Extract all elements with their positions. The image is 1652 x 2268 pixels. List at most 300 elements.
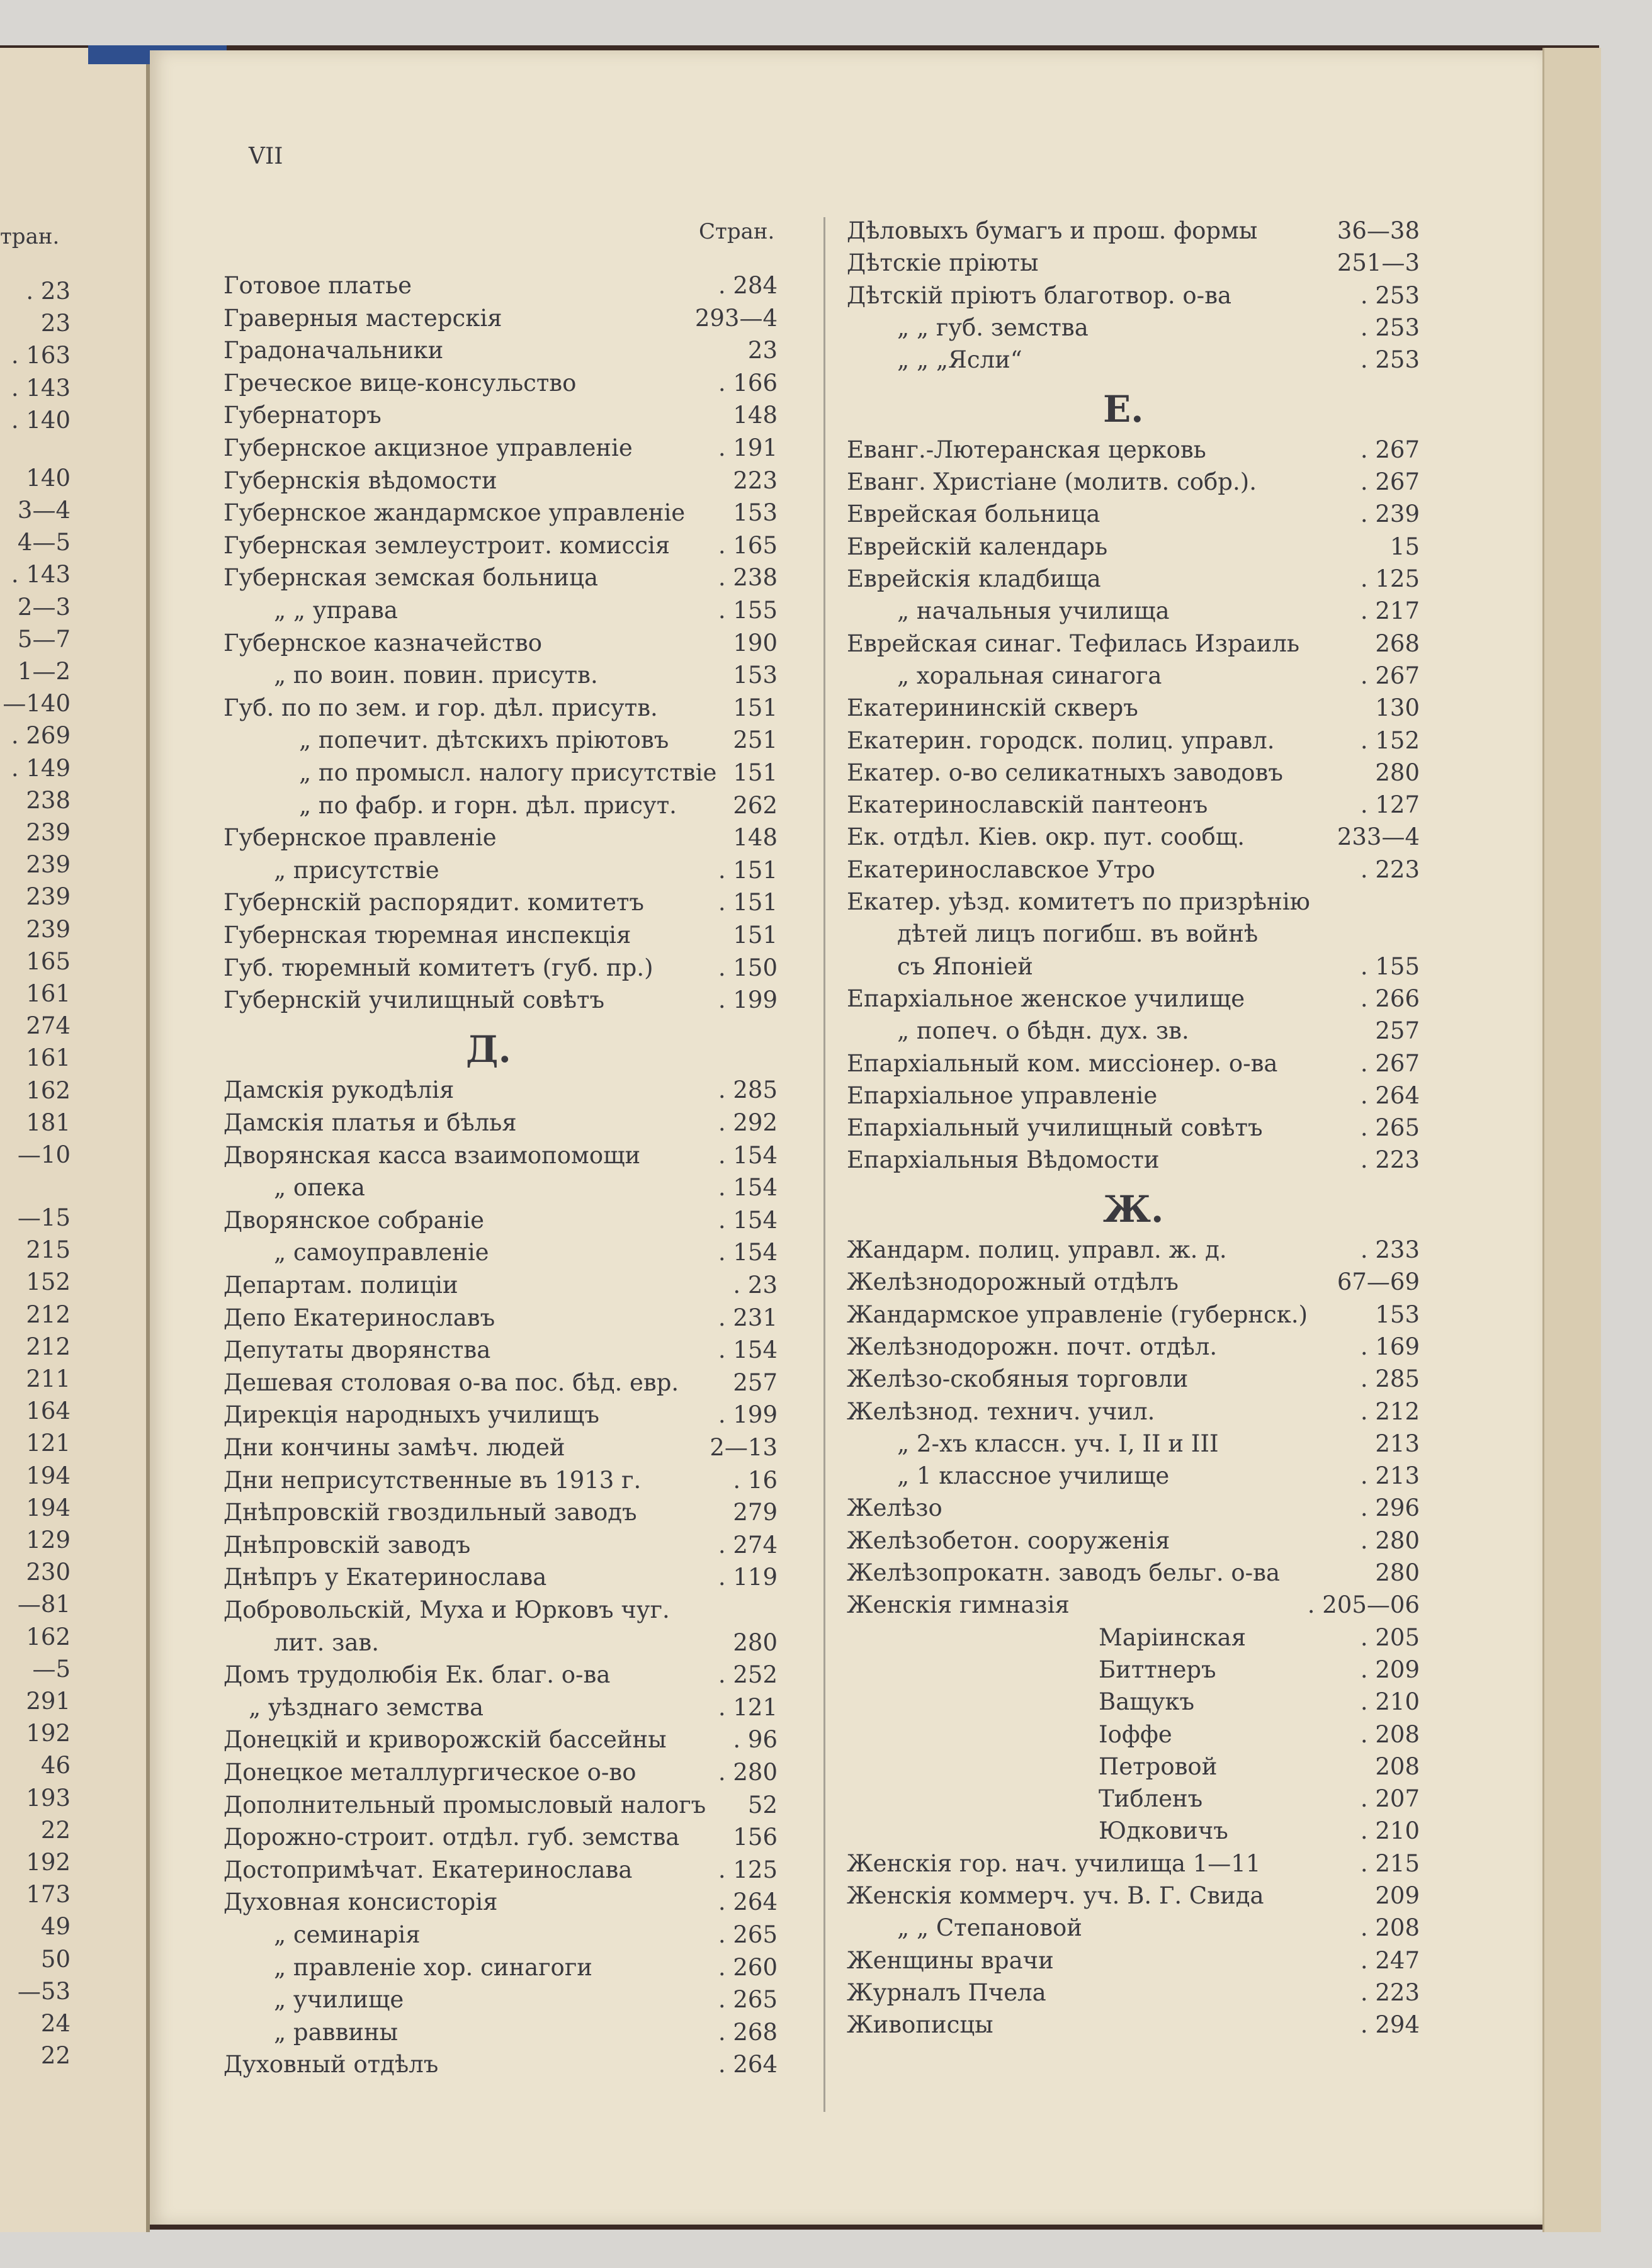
entry-page: . 267 [1360,468,1420,496]
entry-title: Женскія гимназія [847,1591,1070,1619]
entry-title: Журналъ Пчела [847,1978,1046,2006]
index-entry [223,824,778,855]
entry-title: „ попечит. дѣтскихъ пріютовъ [299,726,669,754]
left-page-number: 215 [26,1236,71,1264]
entry-title: Петровой [1099,1752,1218,1780]
entry-page: . 199 [718,986,778,1014]
entry-page: . 231 [718,1304,778,1331]
index-entry [223,305,778,336]
left-page-number: 212 [26,1300,71,1328]
entry-page: . 155 [1360,952,1420,980]
entry-page: . 154 [718,1141,778,1169]
index-entry [223,370,778,401]
left-page-number: 1—2 [17,658,71,685]
index-entry [847,533,1420,565]
index-entry [223,1532,778,1563]
entry-page: . 215 [1360,1849,1420,1877]
entry-page: 156 [733,1824,778,1851]
entry-page: . 266 [1360,984,1420,1012]
entry-page: . 260 [718,1953,778,1981]
left-page-number: —81 [17,1591,71,1618]
index-entry [223,1076,778,1108]
entry-page: . 169 [1360,1333,1420,1360]
index-entry [223,434,778,466]
entry-page: . 154 [718,1206,778,1234]
index-entry [223,1986,778,2017]
section-letter: Д. [466,1027,511,1071]
entry-title: Женщины врачи [847,1946,1054,1974]
entry-title: Желѣзнодорожн. почт. отдѣл. [847,1333,1218,1360]
left-page-number: 161 [26,1044,71,1072]
entry-page: . 265 [718,1986,778,2014]
entry-page: . 233 [1360,1236,1420,1263]
index-entry [847,1624,1420,1656]
left-page-number: —140 [3,690,71,718]
entry-title: Дирекція народныхъ училищъ [223,1401,599,1429]
entry-title: Губ. по по зем. и гор. дѣл. присутв. [223,694,658,721]
index-entry [223,1596,778,1628]
index-entry [223,1369,778,1401]
entry-title: „ правленіе хор. синагоги [274,1953,592,1981]
entry-title: Тибленъ [1099,1785,1203,1813]
index-entry [847,1850,1420,1882]
left-page-number: —10 [17,1141,71,1168]
entry-page: . 16 [733,1466,778,1494]
entry-title: Дополнительный промысловый налогъ [223,1791,706,1819]
index-entry [847,920,1420,952]
page-number: VII [249,144,283,169]
index-entry [223,1207,778,1238]
entry-page: 280 [733,1628,778,1656]
entry-page: . 165 [718,531,778,559]
index-entry [223,1336,778,1368]
entry-title: Дѣтскіе пріюты [847,249,1039,277]
index-entry [847,1146,1420,1178]
index-entry [847,1050,1420,1081]
index-entry [223,792,778,823]
entry-title: Женскія коммерч. уч. В. Г. Свида [847,1882,1264,1909]
entry-title: Дешевая столовая о-ва пос. бѣд. евр. [223,1368,679,1396]
entry-title: съ Японіей [897,952,1033,980]
entry-title: Желѣзнодорожный отдѣлъ [847,1268,1179,1296]
entry-page: . 285 [1360,1365,1420,1393]
entry-page: 257 [733,1368,778,1396]
entry-page: 251 [733,726,778,754]
entry-title: „ по промысл. налогу присутствіе [299,759,717,786]
entry-title: Ващукъ [1099,1688,1195,1716]
left-page-number: 46 [40,1752,71,1780]
entry-page: 2—13 [710,1434,778,1461]
index-entry [223,272,778,303]
entry-title: Днѣпровскій заводъ [223,1531,471,1559]
entry-page: 209 [1375,1882,1420,1909]
left-page-number: 194 [26,1462,71,1489]
entry-title: „ уѣзднаго земства [249,1693,484,1721]
entry-page: 15 [1389,533,1420,560]
entry-page: . 151 [718,889,778,917]
entry-title: Желѣзобетон. сооруженія [847,1526,1170,1554]
index-entry [847,985,1420,1017]
index-entry [223,499,778,531]
left-page-number: —53 [17,1977,71,2005]
left-page-number: 161 [26,980,71,1007]
entry-page: . 280 [1360,1526,1420,1554]
entry-page: . 268 [718,2018,778,2046]
entry-title: Юдковичъ [1099,1817,1228,1845]
entry-title: Дни неприсутственные въ 1913 г. [223,1466,642,1494]
entry-title: Губернское правленіе [223,824,497,852]
left-page-number: . 143 [11,374,71,402]
index-entry [847,217,1420,249]
index-entry [847,1236,1420,1268]
entry-title: Екатерининскій скверъ [847,694,1138,722]
entry-page: . 210 [1360,1688,1420,1716]
entry-title: Дни кончины замѣч. людей [223,1434,565,1461]
index-entry [847,1947,1420,1978]
index-entry [223,337,778,368]
entry-page: . 253 [1360,313,1420,341]
entry-title: „ семинарія [274,1921,421,1948]
index-entry [847,282,1420,313]
entry-page: . 208 [1360,1914,1420,1942]
index-entry [223,1791,778,1823]
left-page-number: 152 [26,1268,71,1296]
entry-title: „ самоуправленіе [274,1239,489,1267]
left-page-number: 212 [26,1333,71,1360]
entry-title: Екатеринославскій пантеонъ [847,791,1208,819]
entry-title: Епархіальное управленіе [847,1081,1158,1109]
entry-title: „ „ управа [274,597,398,624]
entry-page: 23 [747,337,778,364]
index-entry [847,314,1420,346]
left-page-number: 2—3 [17,593,71,621]
entry-page: . 267 [1360,436,1420,463]
entry-page: 279 [733,1499,778,1526]
entry-title: „ „ губ. земства [897,313,1089,341]
index-entry [223,1759,778,1790]
entry-page: 257 [1375,1017,1420,1045]
entry-page: . 223 [1360,1146,1420,1174]
entry-title: Депо Екатеринославъ [223,1304,495,1331]
entry-page: 233—4 [1337,823,1420,851]
entry-title: Губернаторъ [223,402,382,429]
index-entry [847,597,1420,629]
column-divider [823,217,825,2112]
entry-title: Еврейская синаг. Тефилась Израиль [847,629,1299,657]
entry-title: Желѣзо-скобяныя торговли [847,1365,1189,1393]
index-entry [847,662,1420,694]
entry-page: . 210 [1360,1817,1420,1845]
left-page-number: 238 [26,786,71,814]
index-entry [847,1017,1420,1049]
entry-page: 148 [733,824,778,852]
left-page-number: 181 [26,1109,71,1136]
entry-title: Духовная консисторія [223,1888,498,1916]
entry-title: „ по воин. повин. присутв. [274,662,598,689]
entry-page: 262 [733,791,778,819]
entry-page: . 294 [1360,2011,1420,2039]
entry-title: Желѣзо [847,1494,942,1522]
entry-page: 190 [733,629,778,657]
entry-title: дѣтей лицъ погибш. въ войнѣ [897,920,1259,948]
entry-title: „ 2-хъ классн. уч. I, II и III [897,1430,1219,1457]
entry-page: 268 [1375,629,1420,657]
left-page-number: 5—7 [17,625,71,653]
entry-page: 251—3 [1337,249,1420,277]
left-page-header: тран. [0,224,60,249]
entry-title: Епархіальное женское училище [847,984,1245,1012]
index-entry [847,1398,1420,1430]
entry-page: . 265 [1360,1114,1420,1142]
index-entry [223,662,778,693]
left-page-number: 239 [26,883,71,911]
entry-title: Екатерин. городск. полиц. управл. [847,726,1275,754]
left-page-number: 3—4 [17,497,71,524]
index-entry [847,1527,1420,1559]
index-entry [847,791,1420,823]
index-entry [847,888,1420,920]
entry-page: . 152 [1360,726,1420,754]
entry-title: Граверныя мастерскія [223,304,502,332]
entry-page: 213 [1375,1430,1420,1457]
entry-title: „ училище [274,1986,404,2014]
index-entry [847,1559,1420,1591]
entry-title: Губернское акцизное управленіе [223,434,633,461]
entry-title: Донецкій и криворожскій бассейны [223,1726,667,1754]
index-entry [847,1268,1420,1300]
index-entry [223,1174,778,1205]
index-entry [847,468,1420,500]
left-page-number: 24 [40,2010,71,2037]
index-entry [223,1304,778,1336]
entry-page: 153 [733,499,778,527]
column-header: Стран. [699,219,775,244]
index-entry [847,1333,1420,1365]
entry-page: . 213 [1360,1462,1420,1490]
left-page-number: 173 [26,1881,71,1909]
left-page-number: 22 [40,2042,71,2070]
entry-title: Женскія гор. нач. училища 1—11 [847,1849,1261,1877]
index-entry [847,1721,1420,1752]
left-page-number: 239 [26,915,71,943]
entry-page: . 296 [1360,1494,1420,1522]
entry-title: Ек. отдѣл. Кіев. окр. пут. сообщ. [847,823,1245,851]
entry-page: . 264 [1360,1081,1420,1109]
left-page-number: 23 [40,310,71,337]
entry-title: Еврейская больница [847,500,1100,528]
right-page-edge [1542,48,1601,2232]
left-page-number: —15 [17,1204,71,1231]
entry-page: . 274 [718,1531,778,1559]
left-page-number: 129 [26,1526,71,1554]
section-letter: Е. [1103,387,1144,431]
index-entry [847,1082,1420,1114]
entry-page: . 127 [1360,791,1420,819]
index-entry [847,1753,1420,1785]
index-entry [223,629,778,661]
index-entry [847,953,1420,984]
left-page-number: 4—5 [17,529,71,556]
index-entry [847,1591,1420,1623]
index-entry [223,1856,778,1888]
left-page-number: 162 [26,1076,71,1104]
entry-page: 223 [733,466,778,494]
entry-title: Дворянская касса взаимопомощи [223,1141,641,1169]
entry-title: Епархіальный училищный совѣтъ [847,1114,1263,1142]
left-page-number: 165 [26,947,71,975]
entry-title: Департам. полиціи [223,1272,458,1299]
entry-page: . 239 [1360,500,1420,528]
entry-page: 153 [1375,1300,1420,1328]
index-entry [223,1272,778,1303]
entry-title: Губернская земская больница [223,564,599,592]
entry-page: . 212 [1360,1397,1420,1425]
entry-page: 280 [1375,759,1420,786]
entry-title: Желѣзопрокатн. заводъ бельг. о-ва [847,1559,1281,1586]
entry-page: . 217 [1360,597,1420,625]
entry-page: 153 [733,662,778,689]
entry-title: Духовный отдѣлъ [223,2051,439,2079]
entry-page: . 252 [718,1661,778,1689]
index-entry [223,597,778,628]
left-page-number: 192 [26,1720,71,1747]
index-entry [223,726,778,758]
left-page-number: 274 [26,1012,71,1040]
index-entry [847,823,1420,855]
entry-title: Маріинская [1099,1623,1247,1651]
index-entry [847,694,1420,726]
entry-title: Дамскія рукодѣлія [223,1076,455,1104]
entry-title: Епархіальныя Вѣдомости [847,1146,1160,1174]
entry-page: . 207 [1360,1785,1420,1813]
index-entry [223,1726,778,1757]
index-entry [847,1882,1420,1914]
left-page-number: . 23 [26,278,71,305]
index-entry [223,986,778,1018]
entry-page: . 23 [733,1272,778,1299]
entry-page: . 284 [718,272,778,299]
index-entry [847,1462,1420,1494]
entry-page: . 199 [718,1401,778,1429]
entry-page: . 96 [733,1726,778,1754]
entry-page: 130 [1375,694,1420,722]
left-page-number: 194 [26,1494,71,1521]
entry-page: 151 [733,759,778,786]
left-page-number: 22 [40,1816,71,1844]
entry-page: . 264 [718,2051,778,2079]
entry-title: Губернская землеустроит. комиссія [223,531,670,559]
entry-title: Екатеринославское Утро [847,855,1155,883]
index-entry [847,856,1420,888]
entry-page: . 125 [1360,565,1420,592]
entry-title: Добровольскій, Муха и Юрковъ чуг. [223,1596,670,1623]
entry-title: „ 1 классное училище [897,1462,1170,1490]
entry-title: Биттнеръ [1099,1656,1216,1683]
entry-page: . 264 [718,1888,778,1916]
entry-page: . 253 [1360,346,1420,374]
index-entry [847,1430,1420,1462]
left-page-number: . 143 [11,561,71,589]
index-entry [223,1954,778,1985]
index-entry [847,565,1420,597]
left-page-number: . 269 [11,722,71,750]
index-entry [223,889,778,920]
entry-title: Депутаты дворянства [223,1336,491,1364]
index-entry [847,1688,1420,1720]
entry-title: Греческое вице-консульство [223,369,577,397]
index-entry [847,1494,1420,1526]
index-entry [847,1785,1420,1817]
entry-title: Дѣловыхъ бумагъ и прош. формы [847,217,1258,244]
index-entry [223,1401,778,1433]
index-entry [847,1817,1420,1849]
index-entry [847,1301,1420,1333]
entry-page: . 154 [718,1336,778,1364]
entry-title: Жандарм. полиц. управл. ж. д. [847,1236,1227,1263]
index-entry [847,630,1420,662]
entry-page: 52 [747,1791,778,1819]
index-entry [847,1365,1420,1397]
entry-title: Домъ трудолюбія Ек. благ. о-ва [223,1661,611,1689]
entry-title: Дамскія платья и бѣлья [223,1109,517,1136]
index-entry [223,954,778,986]
entry-title: Епархіальный ком. миссіонер. о-ва [847,1049,1278,1077]
left-page-number: . 149 [11,754,71,782]
entry-page: . 166 [718,369,778,397]
entry-page: . 223 [1360,1978,1420,2006]
entry-page: . 267 [1360,1049,1420,1077]
index-entry [223,1661,778,1693]
index-entry [847,249,1420,281]
left-page-number: 192 [26,1849,71,1876]
entry-page: . 247 [1360,1946,1420,1974]
index-entry [847,1114,1420,1146]
entry-title: Донецкое металлургическое о-во [223,1759,636,1786]
entry-title: „ „ Степановой [897,1914,1082,1942]
entry-page: . 205 [1360,1623,1420,1651]
entry-page: . 154 [718,1174,778,1202]
entry-page: . 292 [718,1109,778,1136]
left-page-number: 230 [26,1559,71,1586]
entry-title: Губ. тюремный комитетъ (губ. пр.) [223,954,653,981]
index-entry [847,2011,1420,2043]
entry-page: 148 [733,402,778,429]
left-page-number: 193 [26,1784,71,1812]
entry-page: . 155 [718,597,778,624]
entry-page: . 253 [1360,281,1420,309]
index-entry [223,1888,778,1920]
left-page-number: 49 [40,1913,71,1941]
entry-page: 208 [1375,1752,1420,1780]
entry-title: Губернское казначейство [223,629,542,657]
left-page-number: 239 [26,819,71,846]
entry-page: 36—38 [1337,217,1420,244]
index-entry [223,532,778,563]
index-entry [223,1564,778,1595]
entry-title: „ „ „Ясли“ [897,346,1022,374]
index-entry [847,1656,1420,1688]
entry-page: . 191 [718,434,778,461]
entry-title: Губернская тюремная инспекція [223,922,631,949]
entry-title: Жандармское управленіе (губернск.) [847,1300,1308,1328]
entry-title: Губернскій распорядит. комитетъ [223,889,644,917]
left-page-number: 239 [26,851,71,879]
entry-title: Губернское жандармское управленіе [223,499,686,527]
index-entry [223,1629,778,1661]
index-entry [847,759,1420,791]
index-entry [223,759,778,791]
entry-title: Губернскія вѣдомости [223,466,497,494]
